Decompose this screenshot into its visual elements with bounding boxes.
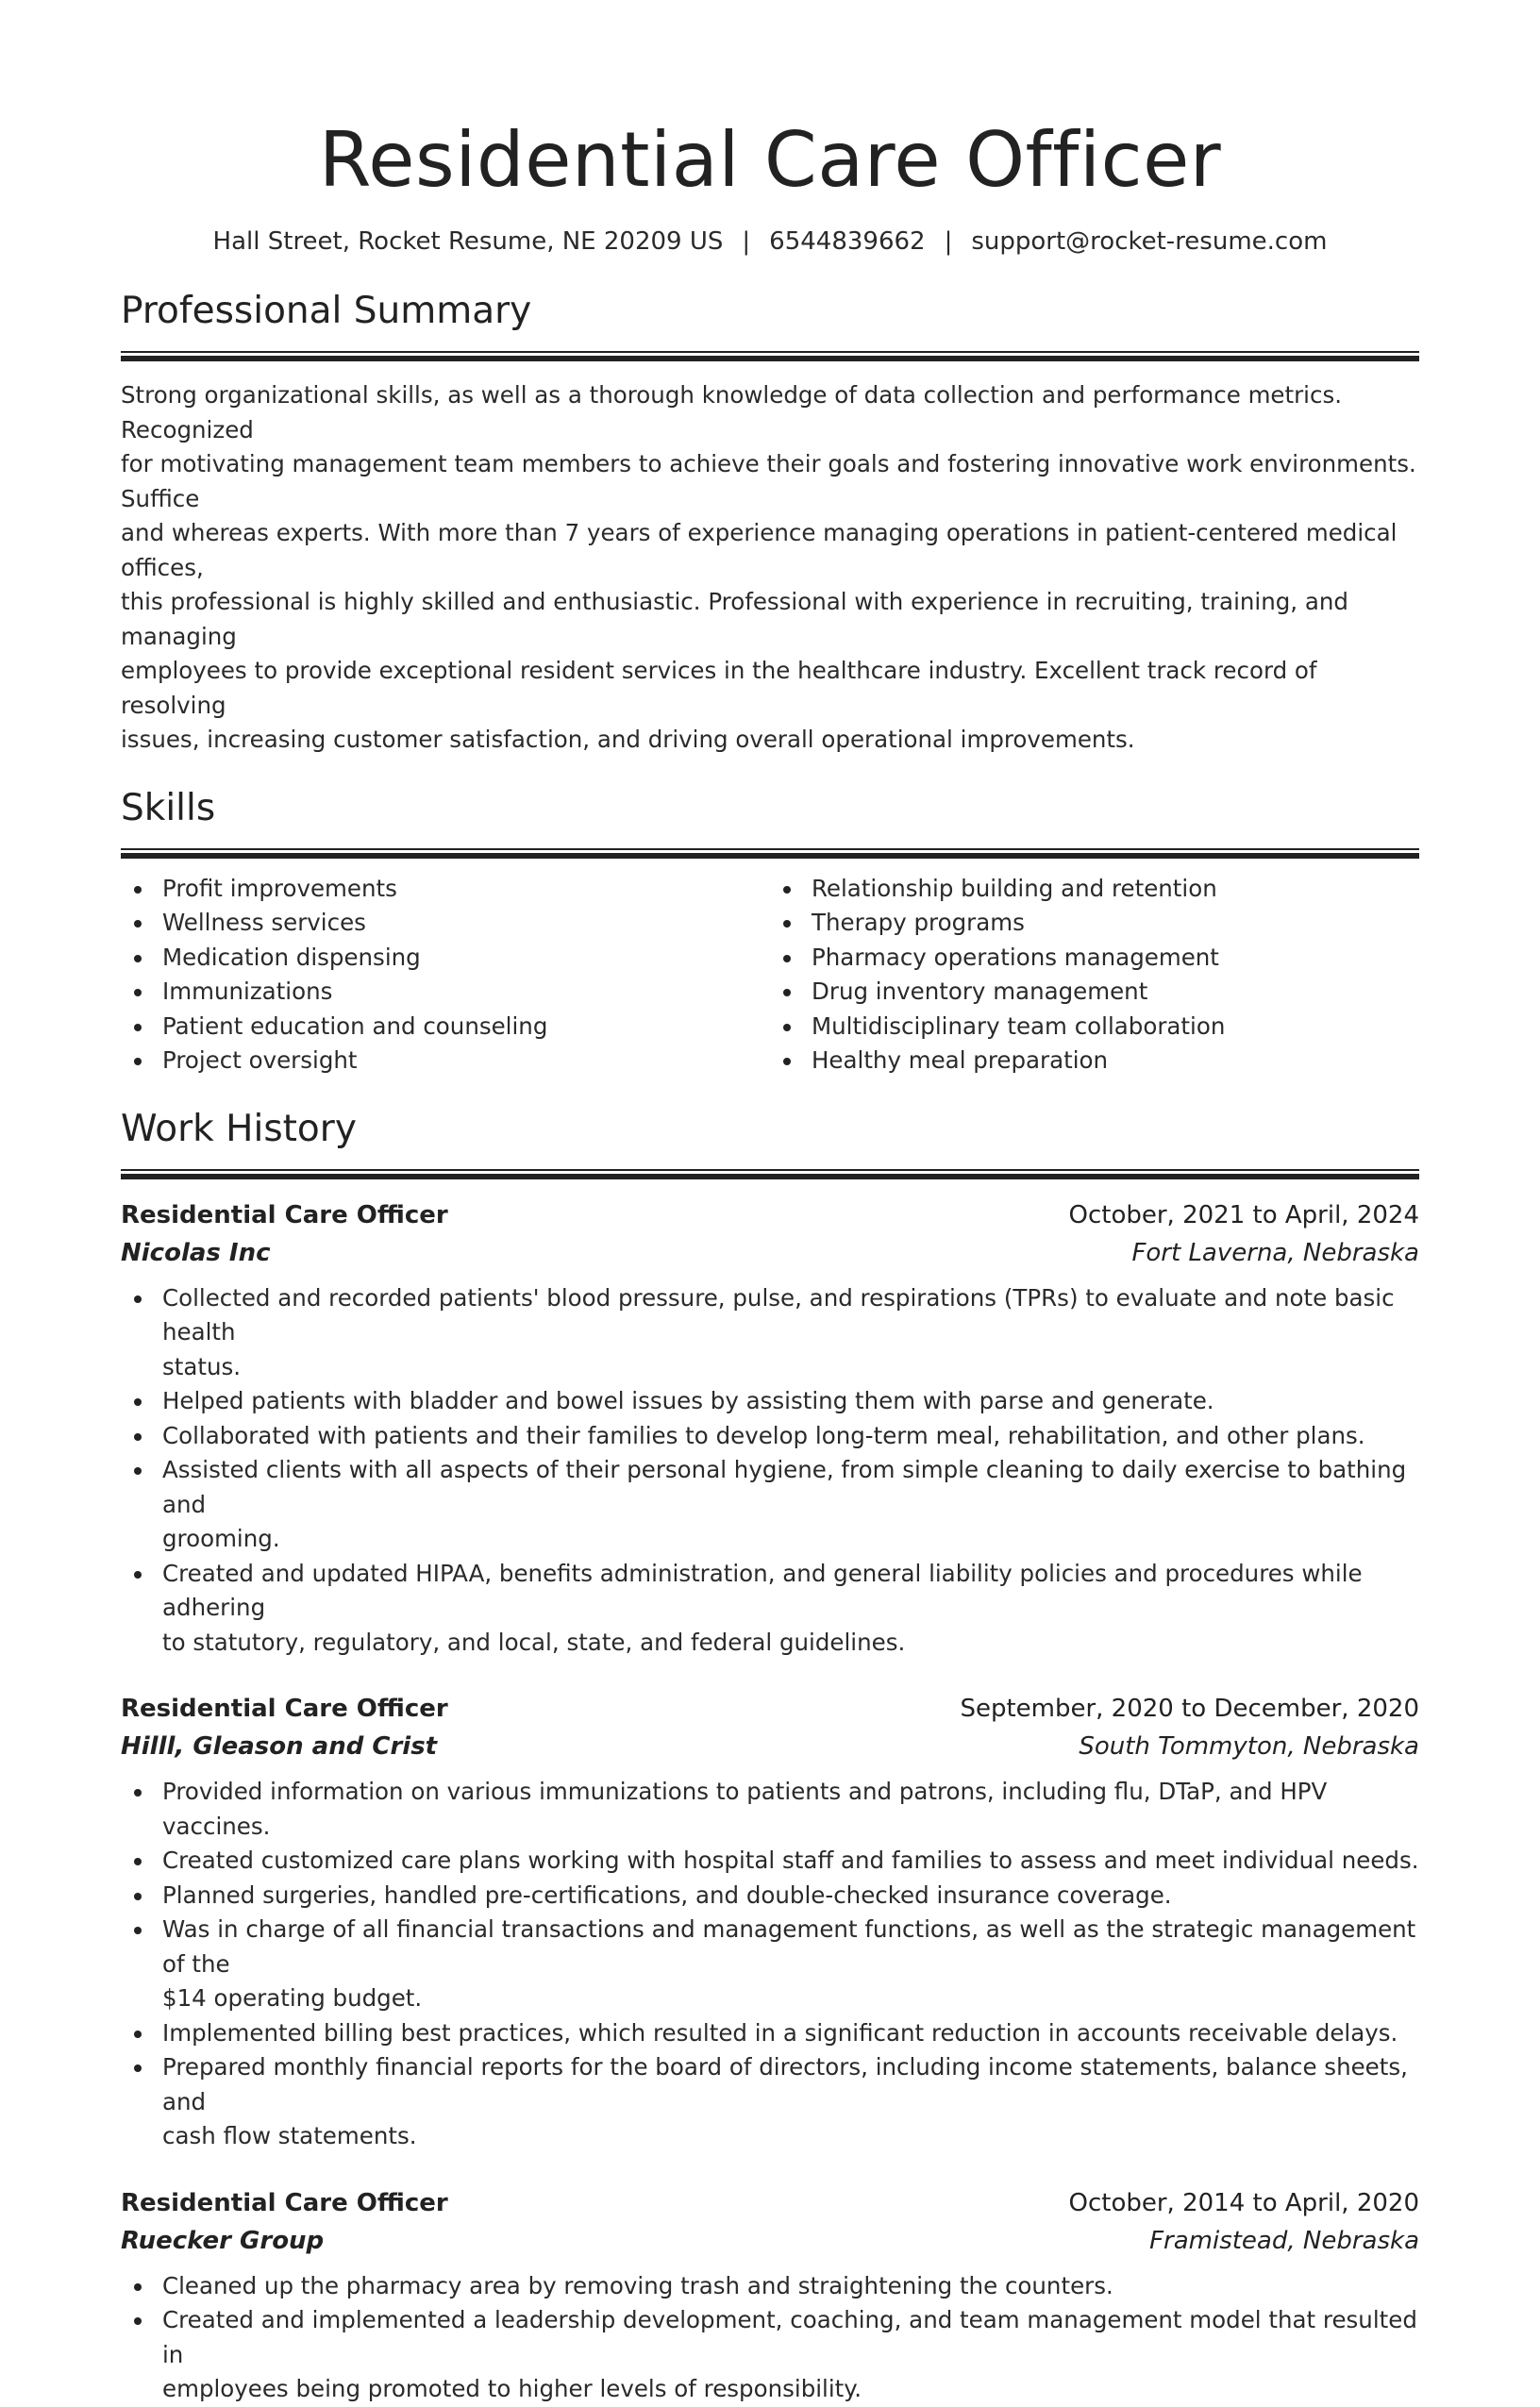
job-location: South Tommyton, Nebraska: [1079, 1732, 1419, 1761]
job-entry: [121, 1690, 1419, 2154]
bullet-line: to statutory, regulatory, and local, state, and federal guidelines.: [162, 1628, 906, 1656]
job-dates: October, 2021 to April, 2024: [1068, 1200, 1419, 1229]
job-bullets: [121, 2269, 1419, 2407]
skill-item: Medication dispensing: [121, 941, 770, 976]
job-title: Residential Care Officer: [121, 1200, 448, 1229]
bullet-line: Created and updated HIPAA, benefits administration, and general liability policies and procedures while adhering: [162, 1559, 1363, 1621]
job-bullet: [121, 1384, 1419, 1419]
skills-list-left: [121, 872, 770, 1078]
skill-item: Profit improvements: [121, 872, 770, 907]
job-bullet: [121, 1775, 1419, 1844]
bullet-line: Collected and recorded patients' blood pressure, pulse, and respirations (TPRs) to evaluate and note basic health: [162, 1283, 1395, 1346]
bullet-line: Created and implemented a leadership development, coaching, and team management model that resulted in: [162, 2306, 1417, 2368]
skills-list-right: [770, 872, 1419, 1078]
job-location: Fort Laverna, Nebraska: [1131, 1238, 1419, 1267]
bullet-line: status.: [162, 1352, 242, 1380]
bullet-line: Implemented billing best practices, which resulted in a significant reduction in accounts receivable delays.: [162, 2018, 1398, 2047]
job-bullet: [121, 1453, 1419, 1557]
skill-item: Healthy meal preparation: [770, 1044, 1419, 1078]
job-header-row: [121, 1690, 1419, 1728]
job-entry: [121, 1196, 1419, 1661]
summary-paragraph: [121, 378, 1419, 758]
summary-line: this professional is highly skilled and enthusiastic. Professional with experience in recruiting, training, and managing: [121, 588, 1348, 650]
bullet-line: grooming.: [162, 1525, 280, 1552]
contact-address: Hall Street, Rocket Resume, NE 20209 US: [212, 227, 724, 256]
bullet-line: $14 operating budget.: [162, 1984, 423, 2012]
job-bullet: [121, 1419, 1419, 1454]
summary-line: and whereas experts. With more than 7 years of experience managing operations in patient-centered medical offices,: [121, 519, 1398, 581]
skill-item: Wellness services: [121, 906, 770, 941]
bullet-line: Prepared monthly financial reports for the board of directors, including income statements, balance sheets, and: [162, 2053, 1408, 2115]
summary-line: for motivating management team members to achieve their goals and fostering innovative work environments. Suffice: [121, 450, 1416, 512]
section-divider: [121, 848, 1419, 859]
work-history-section: [121, 1107, 1419, 2407]
job-location: Framistead, Nebraska: [1149, 2226, 1419, 2255]
resume-title: Residential Care Officer: [318, 116, 1222, 204]
job-bullet: [121, 1281, 1419, 1385]
job-header-row: [121, 2184, 1419, 2222]
job-bullet: [121, 2050, 1419, 2154]
skill-item: Patient education and counseling: [121, 1010, 770, 1045]
job-bullet: [121, 2016, 1419, 2051]
job-bullet: [121, 1557, 1419, 1661]
bullet-line: Created customized care plans working with hospital staff and families to assess and meet individual needs.: [162, 1847, 1419, 1874]
contact-line: [121, 225, 1419, 259]
contact-separator: |: [742, 227, 751, 256]
skills-columns: [121, 872, 1419, 1078]
section-divider: [121, 351, 1419, 361]
skills-section: [121, 786, 1419, 1078]
job-bullet: [121, 1913, 1419, 2016]
skill-item: Drug inventory management: [770, 975, 1419, 1010]
bullet-line: cash flow statements.: [162, 2122, 417, 2149]
job-bullets: [121, 1775, 1419, 2154]
job-company-row: [121, 1728, 1419, 1765]
bullet-line: Was in charge of all financial transactions and management functions, as well as the strategic management of the: [162, 1915, 1416, 1978]
professional-summary-section: [121, 289, 1419, 758]
job-company: Hilll, Gleason and Crist: [121, 1732, 438, 1761]
job-title: Residential Care Officer: [121, 2188, 448, 2217]
job-entry: [121, 2184, 1419, 2407]
bullet-line: Assisted clients with all aspects of their personal hygiene, from simple cleaning to daily exercise to bathing and: [162, 1456, 1407, 1518]
job-bullets: [121, 1281, 1419, 1661]
bullet-line: Collaborated with patients and their families to develop long-term meal, rehabilitation, and other plans.: [162, 1421, 1365, 1449]
bullet-line: Cleaned up the pharmacy area by removing trash and straightening the counters.: [162, 2271, 1113, 2299]
section-heading-summary: Professional Summary: [121, 290, 532, 332]
summary-line: Strong organizational skills, as well as a thorough knowledge of data collection and performance metrics. Recognized: [121, 381, 1343, 443]
job-company: Nicolas Inc: [121, 1238, 271, 1267]
contact-separator: |: [944, 227, 953, 256]
bullet-line: Planned surgeries, handled pre-certifications, and double-checked insurance coverage.: [162, 1880, 1172, 1909]
bullet-line: Helped patients with bladder and bowel issues by assisting them with parse and generate.: [162, 1387, 1214, 1414]
skill-item: Therapy programs: [770, 906, 1419, 941]
job-dates: October, 2014 to April, 2020: [1068, 2188, 1419, 2217]
skill-item: Immunizations: [121, 975, 770, 1010]
contact-phone: 6544839662: [769, 227, 926, 256]
job-company-row: [121, 1234, 1419, 1272]
job-bullet: [121, 1844, 1419, 1879]
section-divider: [121, 1169, 1419, 1179]
bullet-line: Provided information on various immunizations to patients and patrons, including flu, DTaP, and HPV vaccines.: [162, 1778, 1328, 1840]
job-company-row: [121, 2222, 1419, 2260]
skill-item: Multidisciplinary team collaboration: [770, 1010, 1419, 1045]
section-heading-skills: Skills: [121, 786, 216, 829]
skill-item: Pharmacy operations management: [770, 941, 1419, 976]
job-bullet: [121, 2303, 1419, 2407]
summary-line: issues, increasing customer satisfaction, and driving overall operational improvements.: [121, 726, 1135, 753]
skill-item: Relationship building and retention: [770, 872, 1419, 907]
job-header-row: [121, 1196, 1419, 1234]
section-heading-work: Work History: [121, 1107, 357, 1150]
skill-item: Project oversight: [121, 1044, 770, 1078]
contact-email: support@rocket-resume.com: [971, 227, 1328, 256]
job-bullet: [121, 2269, 1419, 2304]
job-title: Residential Care Officer: [121, 1695, 448, 1723]
bullet-line: employees being promoted to higher levels of responsibility.: [162, 2375, 862, 2402]
job-bullet: [121, 1879, 1419, 1914]
job-dates: September, 2020 to December, 2020: [960, 1695, 1419, 1723]
job-company: Ruecker Group: [121, 2226, 325, 2255]
summary-line: employees to provide exceptional resident services in the healthcare industry. Excellent track record of resolving: [121, 657, 1317, 719]
